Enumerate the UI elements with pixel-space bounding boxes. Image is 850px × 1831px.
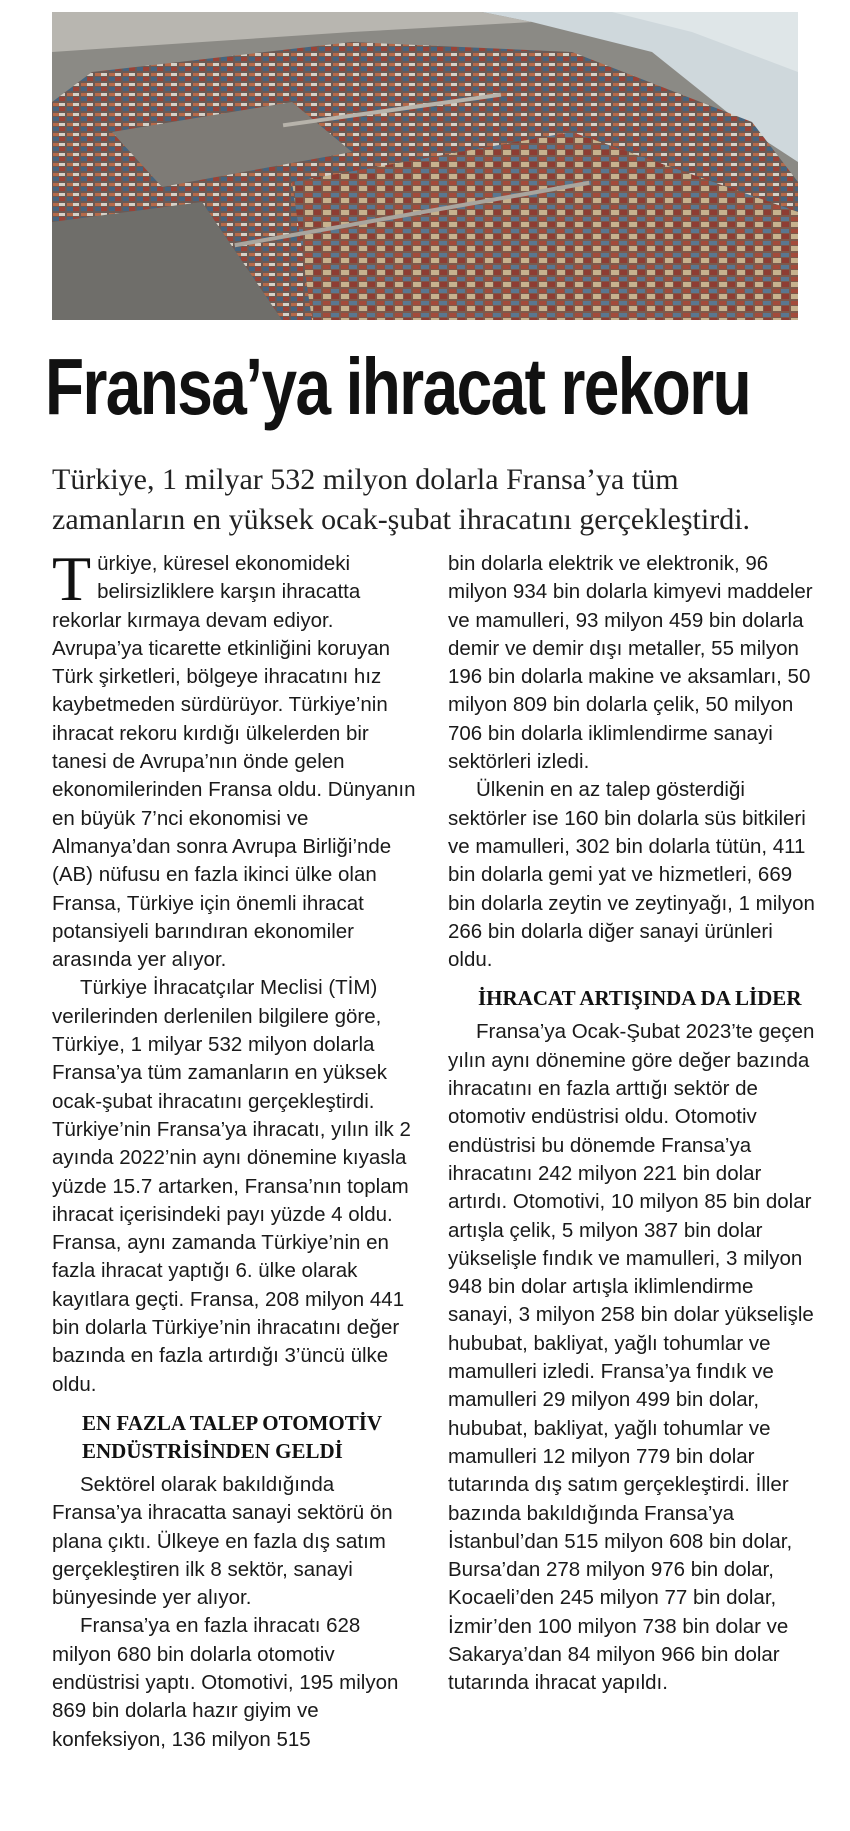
left-paragraph-1 <box>52 543 422 974</box>
port-containers-photo <box>52 12 798 320</box>
left-subhead: EN FAZLA TALEP OTOMOTİV ENDÜSTRİSİNDEN GELDİ <box>82 1410 382 1463</box>
right-column <box>448 550 818 1698</box>
right-subhead: İHRACAT ARTIŞINDA DA LİDER <box>478 986 802 1011</box>
headline: Fransa’ya ihracat rekoru <box>45 342 751 431</box>
left-paragraph-1-text: ürkiye, küresel ekonomideki belirsizliklere karşın ihracatta rekorlar kırmaya devam ediyor. Avrupa’ya ticarette etkinliğini koruyan Türk şirketleri, bölgeye ihracatını hız kaybetmeden sürdürüyor. Türkiye’nin ihracat rekoru kırdığı ülkelerden bir tanesi de Avrupa’nın önde gelen ekonomilerinden Fransa oldu. Dünyanın en büyük 7’nci ekonomisi ve Almanya’dan sonra Avrupa Birliği’nde (AB) nüfusu en fazla ikinci ülke olan Fransa, Türkiye için önemli ihracat potansiyeli barındıran ekonomiler arasında yer alıyor. <box>52 552 416 972</box>
right-paragraph-1: bin dolarla elektrik ve elektronik, 96 milyon 934 bin dolarla kimyevi maddeler ve mamulleri, 93 milyon 459 bin dolarla demir ve demir dışı metaller, 55 milyon 196 bin dolarla makine ve aksamları, 50 milyon 809 bin dolarla çelik, 50 milyon 706 bin dolarla iklimlendirme sanayi sektörleri izledi. <box>448 552 813 774</box>
dropcap: T <box>52 543 92 614</box>
right-paragraph-2: Ülkenin en az talep gösterdiği sektörler ise 160 bin dolarla süs bitkileri ve mamulleri, 302 bin dolarla tütün, 411 bin dolarla gemi yat ve hizmetleri, 669 bin dolarla zeytin ve zeytinyağı, 1 milyon 266 bin dolarla diğer sanayi ürünleri oldu. <box>448 778 815 972</box>
right-paragraph-3: Fransa’ya Ocak-Şubat 2023’te geçen yılın aynı dönemine göre değer bazında ihracatını en fazla arttığı sektör de otomotiv endüstrisi oldu. Otomotiv endüstrisi bu dönemde Fransa’ya ihracatını 242 milyon 221 bin dolar artırdı. Otomotivi, 10 milyon 85 bin dolar artışla çelik, 5 milyon 387 bin dolar yükselişle fındık ve mamulleri, 3 milyon 948 bin dolar artışla iklimlendirme sanayi, 3 milyon 258 bin dolar yükselişle hububat, bakliyat, yağlı tohumlar ve mamulleri izledi. Fransa’ya fındık ve mamulleri 29 milyon 499 bin dolar, hububat, bakliyat, yağlı tohumlar ve mamulleri 12 milyon 779 bin dolar tutarında dış satım gerçekleştirdi. İller bazında bakıldığında Fransa’ya İstanbul’dan 515 milyon 608 bin dolar, Bursa’dan 278 milyon 976 bin dolar, Kocaeli’den 245 milyon 77 bin dolar, İzmir’den 100 milyon 738 bin dolar ve Sakarya’dan 84 milyon 966 bin dolar tutarında ihracat yapıldı. <box>448 1020 815 1695</box>
container-port-image <box>52 12 798 320</box>
left-column <box>52 543 422 1754</box>
left-paragraph-2: Türkiye İhracatçılar Meclisi (TİM) verilerinden derlenilen bilgilere göre, Türkiye, 1 milyar 532 milyon dolarla Fransa’ya tüm zamanların en yüksek ocak-şubat ihracatını gerçekleştirdi. Türkiye’nin Fransa’ya ihracatı, yılın ilk 2 ayında 2022’nin aynı dönemine kıyasla yüzde 15.7 artarken, Fransa’nın toplam ihracat içerisindeki payı yüzde 4 oldu. Fransa, aynı zamanda Türkiye’nin en fazla ihracat yaptığı 6. ülke olarak kayıtlara geçti. Fransa, 208 milyon 441 bin dolarla Türkiye’nin ihracatını değer bazında en fazla artırdığı 3’üncü ülke oldu. <box>52 976 411 1396</box>
deck: Türkiye, 1 milyar 532 milyon dolarla Fransa’ya tüm zamanların en yüksek ocak-şubat ihracatını gerçekleştirdi. <box>52 463 751 536</box>
left-paragraph-4: Fransa’ya en fazla ihracatı 628 milyon 680 bin dolarla otomotiv endüstrisi yaptı. Otomotivi, 195 milyon 869 bin dolarla hazır giyim ve konfeksiyon, 136 milyon 515 <box>52 1614 399 1751</box>
left-paragraph-3: Sektörel olarak bakıldığında Fransa’ya ihracatta sanayi sektörü ön plana çıktı. Ülkeye en fazla dış satım gerçekleştiren ilk 8 sektör, sanayi bünyesinde yer alıyor. <box>52 1472 393 1610</box>
